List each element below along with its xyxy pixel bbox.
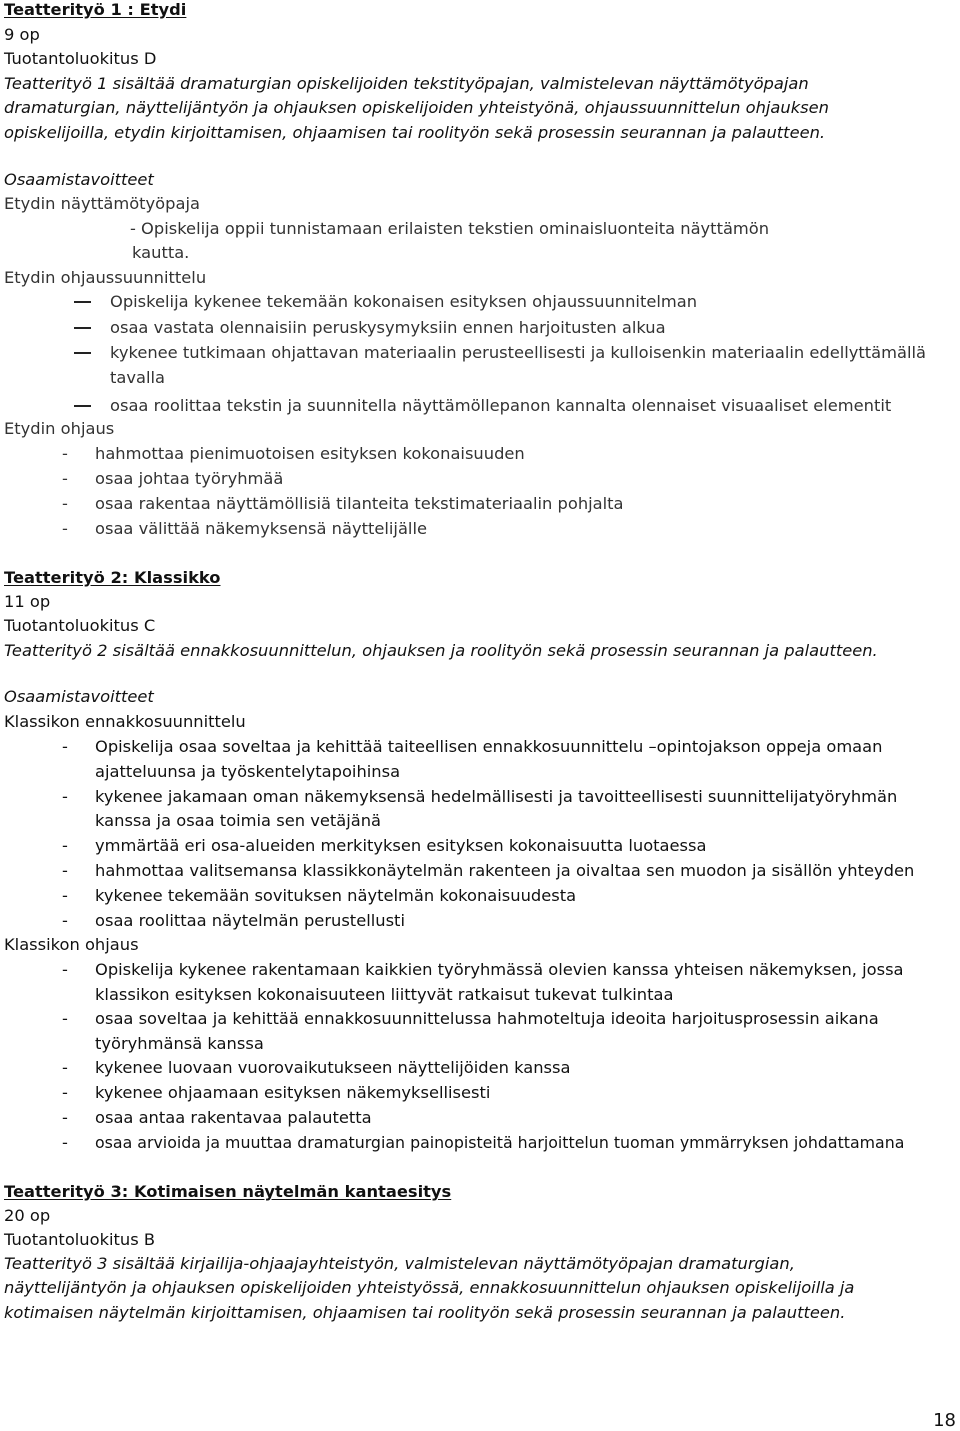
list-item-continued: ajatteluunsa ja työskentelytapoihinsa	[95, 762, 401, 781]
bullet-mark: -	[62, 469, 68, 488]
list-item: hahmottaa valitsemansa klassikkonäytelmän rakenteen ja oivaltaa sen muodon ja sisällön yhteyden	[95, 861, 915, 880]
list-item: Opiskelija kykenee rakentamaan kaikkien työryhmässä olevien kanssa yhteisen näkemyksen, jossa	[95, 960, 904, 979]
subheading: Klassikon ennakkosuunnittelu	[4, 712, 246, 731]
list-item: kykenee ohjaamaan esityksen näkemyksellisesti	[95, 1083, 491, 1102]
goals-heading: Osaamistavoitteet	[4, 687, 154, 706]
description-line: kotimaisen näytelmän kirjoittamisen, ohjaamisen tai roolityön sekä prosessin seurannan ja palautteen.	[4, 1303, 846, 1322]
bullet-mark: -	[62, 886, 68, 905]
list-item: kykenee tutkimaan ohjattavan materiaalin perusteellisesti ja kulloisenkin materiaalin edellyttämällä	[110, 343, 927, 362]
list-item: kykenee tekemään sovituksen näytelmän kokonaisuudesta	[95, 886, 577, 905]
list-item: kykenee jakamaan oman näkemyksensä hedelmällisesti ja tavoitteellisesti suunnittelijatyöryhmän	[95, 787, 898, 806]
description-line: Teatterityö 2 sisältää ennakkosuunnittelun, ohjauksen ja roolityön sekä prosessin seurannan ja palautteen.	[4, 641, 878, 660]
list-item: hahmottaa pienimuotoisen esityksen kokonaisuuden	[95, 444, 525, 463]
subheading: Etydin ohjaus	[4, 419, 115, 438]
bullet-mark: -	[62, 519, 68, 538]
list-item: osaa roolittaa tekstin ja suunnitella näyttämöllepanon kannalta olennaiset visuaaliset elementit	[110, 396, 892, 415]
list-item: kykenee luovaan vuorovaikutukseen näyttelijöiden kanssa	[95, 1058, 571, 1077]
bullet-mark: -	[62, 1009, 68, 1028]
production-level: Tuotantoluokitus C	[4, 616, 156, 635]
list-item: osaa roolittaa näytelmän perustellusti	[95, 911, 405, 930]
dash-bullet	[74, 301, 91, 303]
dash-bullet	[74, 352, 91, 354]
bullet-mark: -	[62, 737, 68, 756]
bullet-mark: -	[62, 787, 68, 806]
credits: 11 op	[4, 592, 51, 611]
list-item: osaa rakentaa näyttämöllisiä tilanteita tekstimateriaalin pohjalta	[95, 494, 624, 513]
list-item-continued: klassikon esityksen kokonaisuuteen liittyvät ratkaisut tukevat tulkintaa	[95, 985, 674, 1004]
dash-bullet	[74, 327, 91, 329]
description-line: opiskelijoilla, etydin kirjoittamisen, ohjaamisen tai roolityön sekä prosessin seurannan ja palautteen.	[4, 123, 826, 142]
section-title: Teatterityö 3: Kotimaisen näytelmän kantaesitys	[4, 1182, 452, 1201]
description-line: Teatterityö 1 sisältää dramaturgian opiskelijoiden tekstityöpajan, valmistelevan näyttämötyöpajan	[4, 74, 809, 93]
list-item-continued: työryhmänsä kanssa	[95, 1034, 264, 1053]
credits: 9 op	[4, 25, 40, 44]
production-level: Tuotantoluokitus B	[4, 1230, 156, 1249]
section-title: Teatterityö 1 : Etydi	[4, 0, 187, 19]
section-title: Teatterityö 2: Klassikko	[4, 568, 221, 587]
list-item: ymmärtää eri osa-alueiden merkityksen esityksen kokonaisuutta luotaessa	[95, 836, 707, 855]
bullet-mark: -	[62, 861, 68, 880]
bullet-mark: -	[62, 960, 68, 979]
description-line: dramaturgian, näyttelijäntyön ja ohjauksen opiskelijoiden yhteistyönä, ohjaussuunnittelun ohjauksen	[4, 98, 829, 117]
list-item-continued: tavalla	[110, 368, 165, 387]
subheading: Etydin näyttämötyöpaja	[4, 194, 200, 213]
bullet-mark: -	[62, 911, 68, 930]
list-item: osaa arvioida ja muuttaa dramaturgian painopisteitä harjoittelun tuoman ymmärryksen johdattamana	[95, 1133, 905, 1152]
credits: 20 op	[4, 1206, 51, 1225]
list-item-continued: kautta.	[132, 243, 190, 262]
list-item: osaa johtaa työryhmää	[95, 469, 284, 488]
bullet-mark: -	[62, 1133, 68, 1152]
bullet-mark: -	[62, 836, 68, 855]
bullet-mark: -	[62, 444, 68, 463]
bullet-mark: -	[62, 1083, 68, 1102]
bullet-mark: -	[62, 1058, 68, 1077]
list-item: osaa soveltaa ja kehittää ennakkosuunnittelussa hahmoteltuja ideoita harjoitusprosessin aikana	[95, 1009, 879, 1028]
subheading: Etydin ohjaussuunnittelu	[4, 268, 207, 287]
description-line: Teatterityö 3 sisältää kirjailija-ohjaajayhteistyön, valmistelevan näyttämötyöpajan dramaturgian,	[4, 1254, 795, 1273]
list-item: osaa antaa rakentavaa palautetta	[95, 1108, 372, 1127]
list-item: - Opiskelija oppii tunnistamaan erilaisten tekstien ominaisluonteita näyttämön	[130, 219, 770, 238]
list-item: Opiskelija kykenee tekemään kokonaisen esityksen ohjaussuunnitelman	[110, 292, 698, 311]
list-item-continued: kanssa ja osaa toimia sen vetäjänä	[95, 811, 382, 830]
subheading: Klassikon ohjaus	[4, 935, 139, 954]
page-number: 18	[933, 1410, 956, 1431]
bullet-mark: -	[62, 494, 68, 513]
dash-bullet	[74, 405, 91, 407]
production-level: Tuotantoluokitus D	[4, 49, 157, 68]
description-line: näyttelijäntyön ja ohjauksen opiskelijoiden yhteistyössä, ennakkosuunnittelun ohjauksen opiskelijoilla ja	[4, 1278, 855, 1297]
list-item: osaa vastata olennaisiin peruskysymyksiin ennen harjoitusten alkua	[110, 318, 666, 337]
bullet-mark: -	[62, 1108, 68, 1127]
list-item: osaa välittää näkemyksensä näyttelijälle	[95, 519, 427, 538]
goals-heading: Osaamistavoitteet	[4, 170, 154, 189]
list-item: Opiskelija osaa soveltaa ja kehittää taiteellisen ennakkosuunnittelu –opintojakson oppeja omaan	[95, 737, 883, 756]
